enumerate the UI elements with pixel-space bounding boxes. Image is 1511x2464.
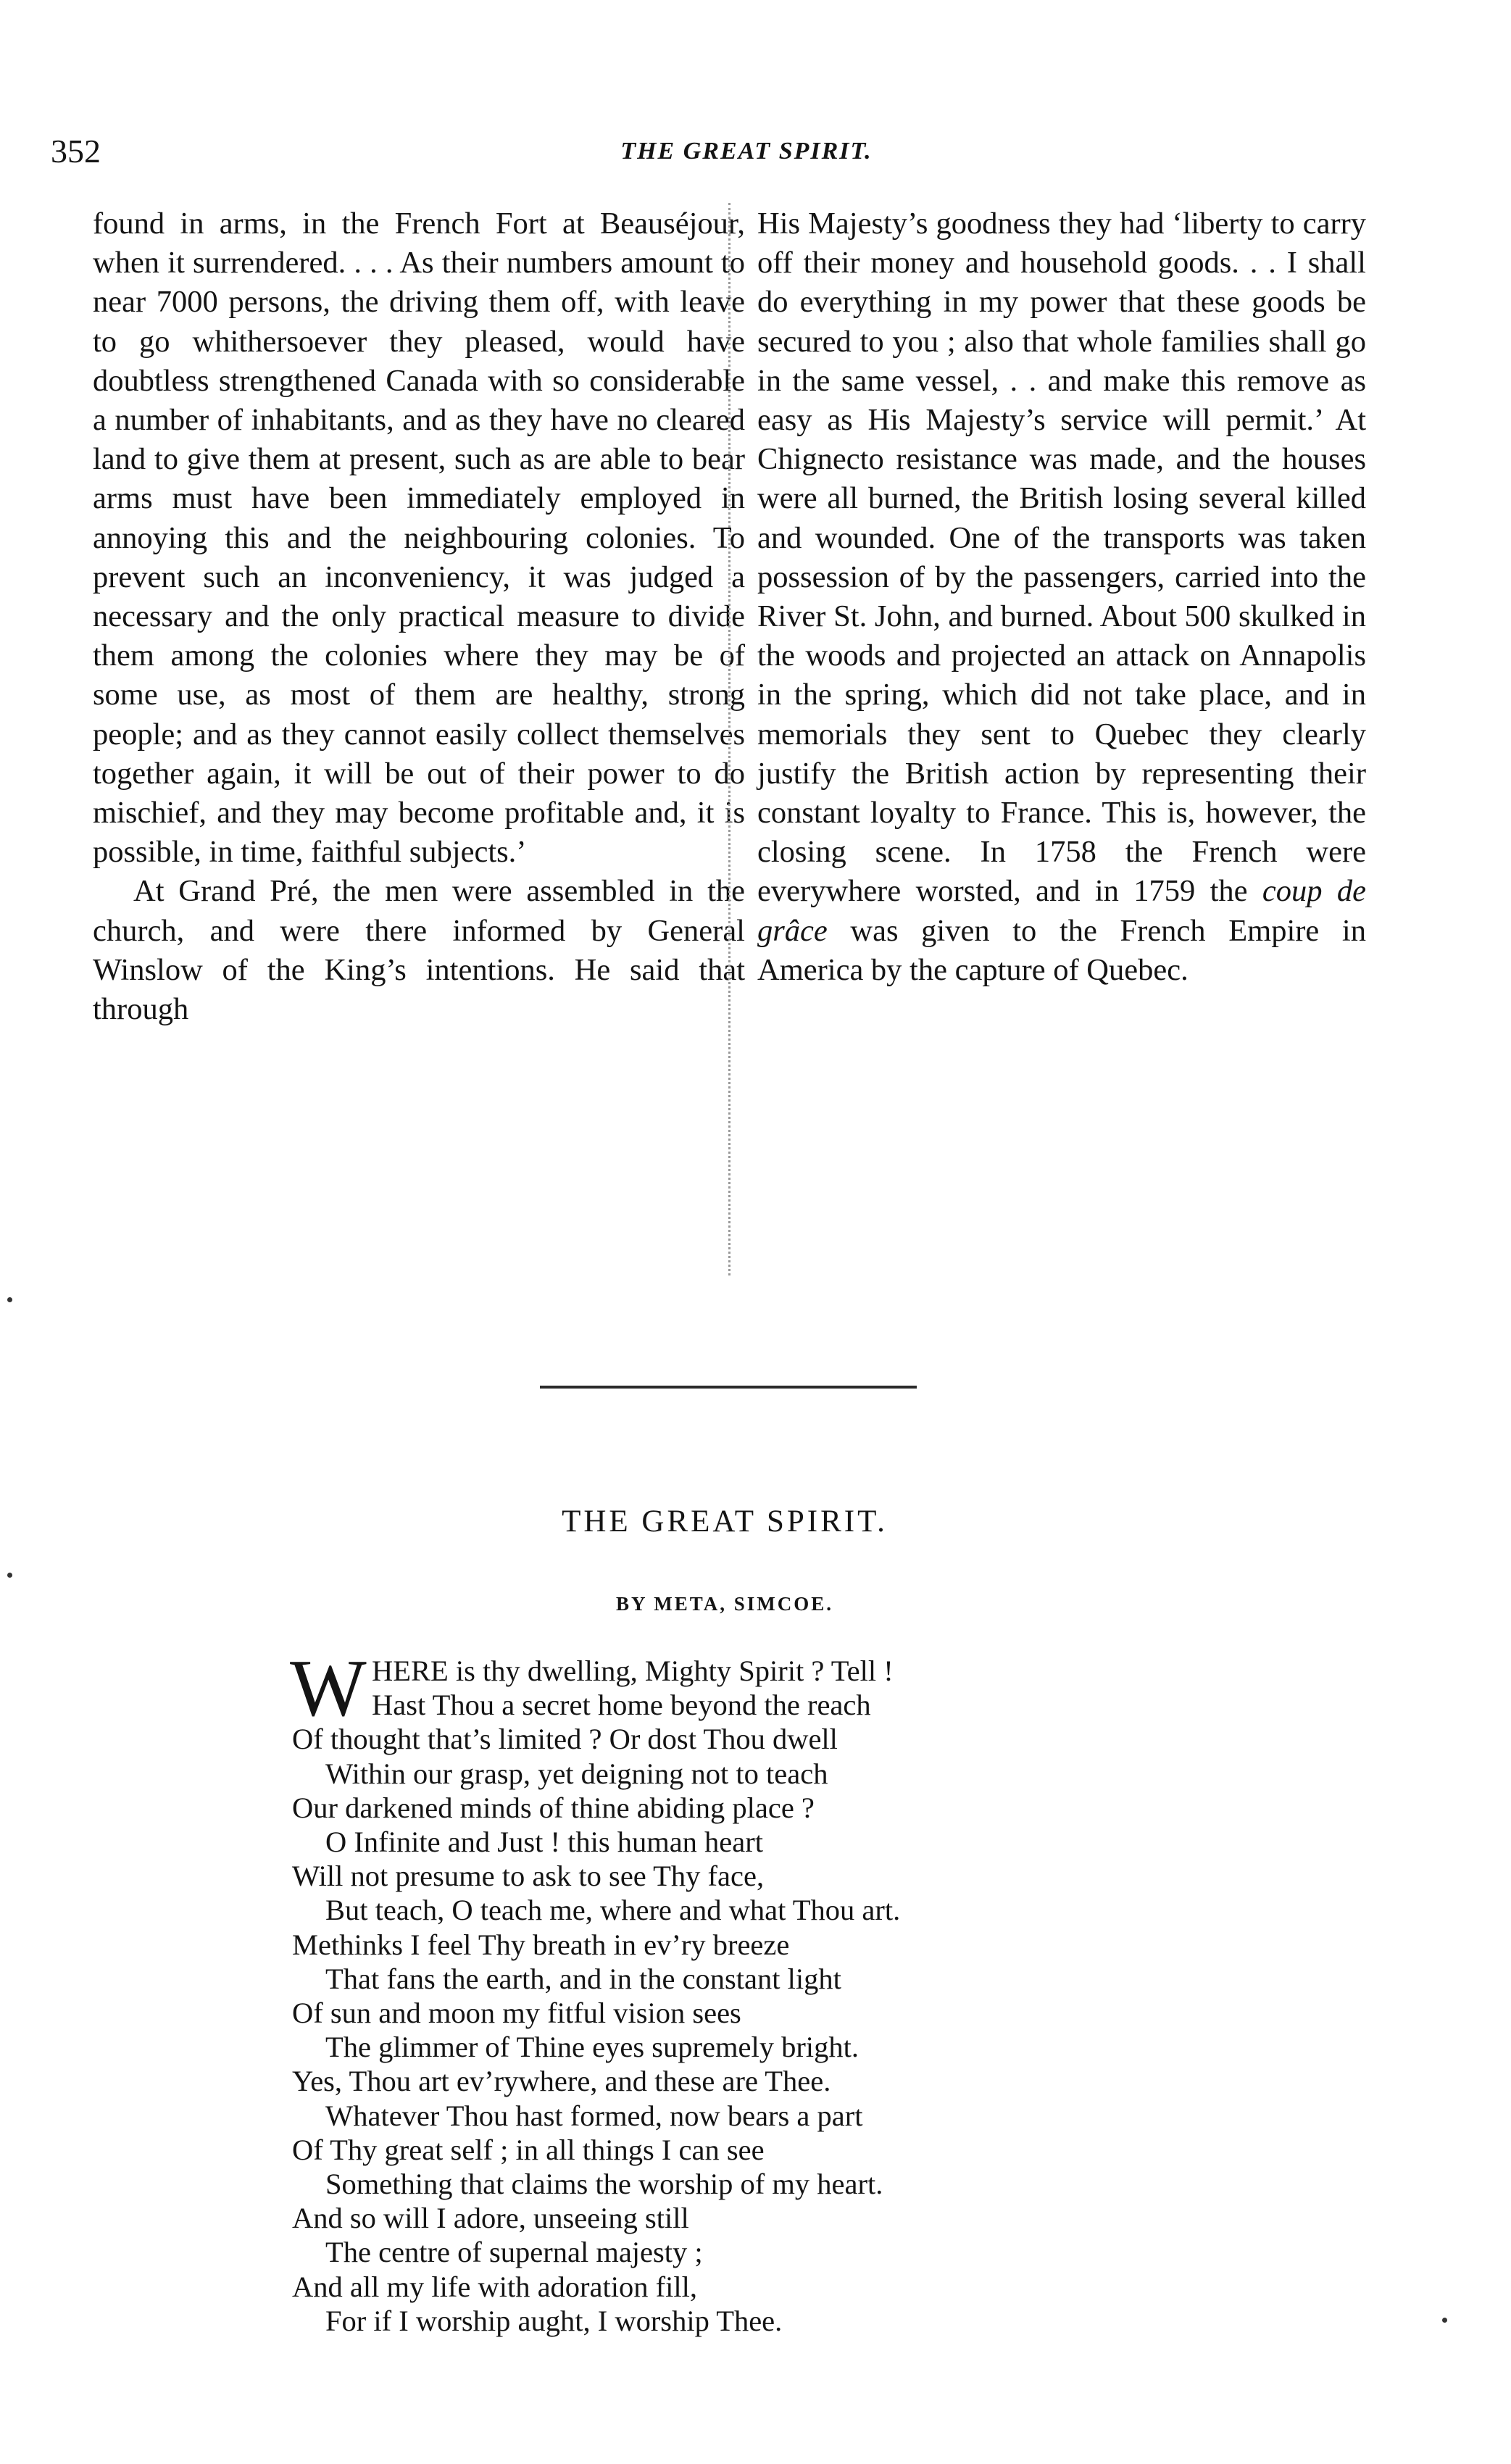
left-column: [93, 204, 745, 1029]
poem-line: For if I worship aught, I worship Thee.: [325, 2304, 783, 2337]
poem-line: Whatever Thou hast formed, now bears a part: [325, 2099, 863, 2132]
poem-line: But teach, O teach me, where and what Thou art.: [325, 1894, 901, 1927]
print-speck: [1442, 2318, 1447, 2323]
page-number: 352: [51, 133, 101, 170]
poem-line: Of Thy great self ; in all things I can see: [292, 2133, 765, 2166]
poem-line: Hast Thou a secret home beyond the reach: [372, 1689, 871, 1722]
print-speck: [7, 1573, 12, 1578]
left-paragraph-2: At Grand Pré, the men were assembled in the church, and were there informed by General Winslow of the King’s intentions. He said that through: [93, 874, 745, 1027]
drop-cap: W: [290, 1644, 367, 1733]
poem-line: O Infinite and Just ! this human heart: [325, 1826, 763, 1859]
poem-line: That fans the earth, and in the constant light: [325, 1962, 841, 1995]
poem-line: Methinks I feel Thy breath in ev’ry breeze: [292, 1928, 790, 1961]
poem-line: And so will I adore, unseeing still: [292, 2202, 689, 2235]
poem-line: And all my life with adoration fill,: [292, 2270, 698, 2303]
poem-line: The glimmer of Thine eyes supremely bright.: [325, 2031, 859, 2064]
section-divider: [540, 1386, 917, 1389]
running-title: THE GREAT SPIRIT.: [620, 138, 873, 165]
left-paragraph-1: found in arms, in the French Fort at Beauséjour, when it surrendered. . . . As their numbers amount to near 7000 persons, the driving them off, with leave to go whithersoever they pleased, would have doubtless strengthened Canada with so considerable a number of inhabitants, and as they have no cleared land to give them at present, such as are able to bear arms must have been immediately employed in annoying this and the neighbouring colonies. To prevent such an inconveniency, it was judged a necessary and the only practical measure to divide them among the colonies where they may be of some use, as most of them are healthy, strong people; and as they cannot easily collect themselves together again, it will be out of their power to do mischief, and they may become profitable and, it is possible, in time, faithful subjects.’: [93, 207, 745, 870]
poem-line: Of sun and moon my fitful vision sees: [292, 1997, 741, 2030]
poem-body: [292, 1654, 1234, 2338]
poem-author: BY META, SIMCOE.: [615, 1593, 834, 1615]
poem-line: The centre of supernal majesty ;: [325, 2236, 703, 2269]
right-text-after: was given to the French Empire in America by the capture of Quebec.: [757, 913, 1366, 987]
poem-line: Within our grasp, yet deigning not to teach: [325, 1757, 828, 1790]
poem-line: Our darkened minds of thine abiding place ?: [292, 1791, 815, 1824]
right-text-before: His Majesty’s goodness they had ‘liberty to carry off their money and household goods. . . I shall do everything in my power that these goods be secured to you ; also that whole families shall go in the same vessel, . . and make this remove as easy as His Majesty’s service will permit.’ At Chignecto resistance was made, and the houses were all burned, the British losing several killed and wounded. One of the transports was taken possession of by the passengers, carried into the River St. John, and burned. About 500 skulked in the woods and projected an attack on Annapolis in the spring, which did not take place, and in memorials they sent to Quebec they clearly justify the British action by representing their constant loyalty to France. This is, however, the closing scene. In 1758 the French were everywhere worsted, and in 1759 the: [757, 207, 1366, 909]
poem-title: THE GREAT SPIRIT.: [562, 1504, 888, 1539]
poem-line: Will not presume to ask to see Thy face,: [292, 1860, 765, 1893]
print-speck: [7, 1297, 12, 1302]
right-paragraph-1: [757, 204, 1366, 990]
poem-line: Of thought that’s limited ? Or dost Thou dwell: [292, 1723, 838, 1756]
poem-line: Yes, Thou art ev’rywhere, and these are Thee.: [292, 2065, 831, 2098]
italic-phrase: coup de grâce: [757, 874, 1366, 948]
column-rule: [728, 203, 730, 1275]
poem-line: Something that claims the worship of my heart.: [325, 2168, 883, 2201]
poem-line: HERE is thy dwelling, Mighty Spirit ? Tell !: [372, 1655, 894, 1687]
right-column: [757, 204, 1366, 990]
